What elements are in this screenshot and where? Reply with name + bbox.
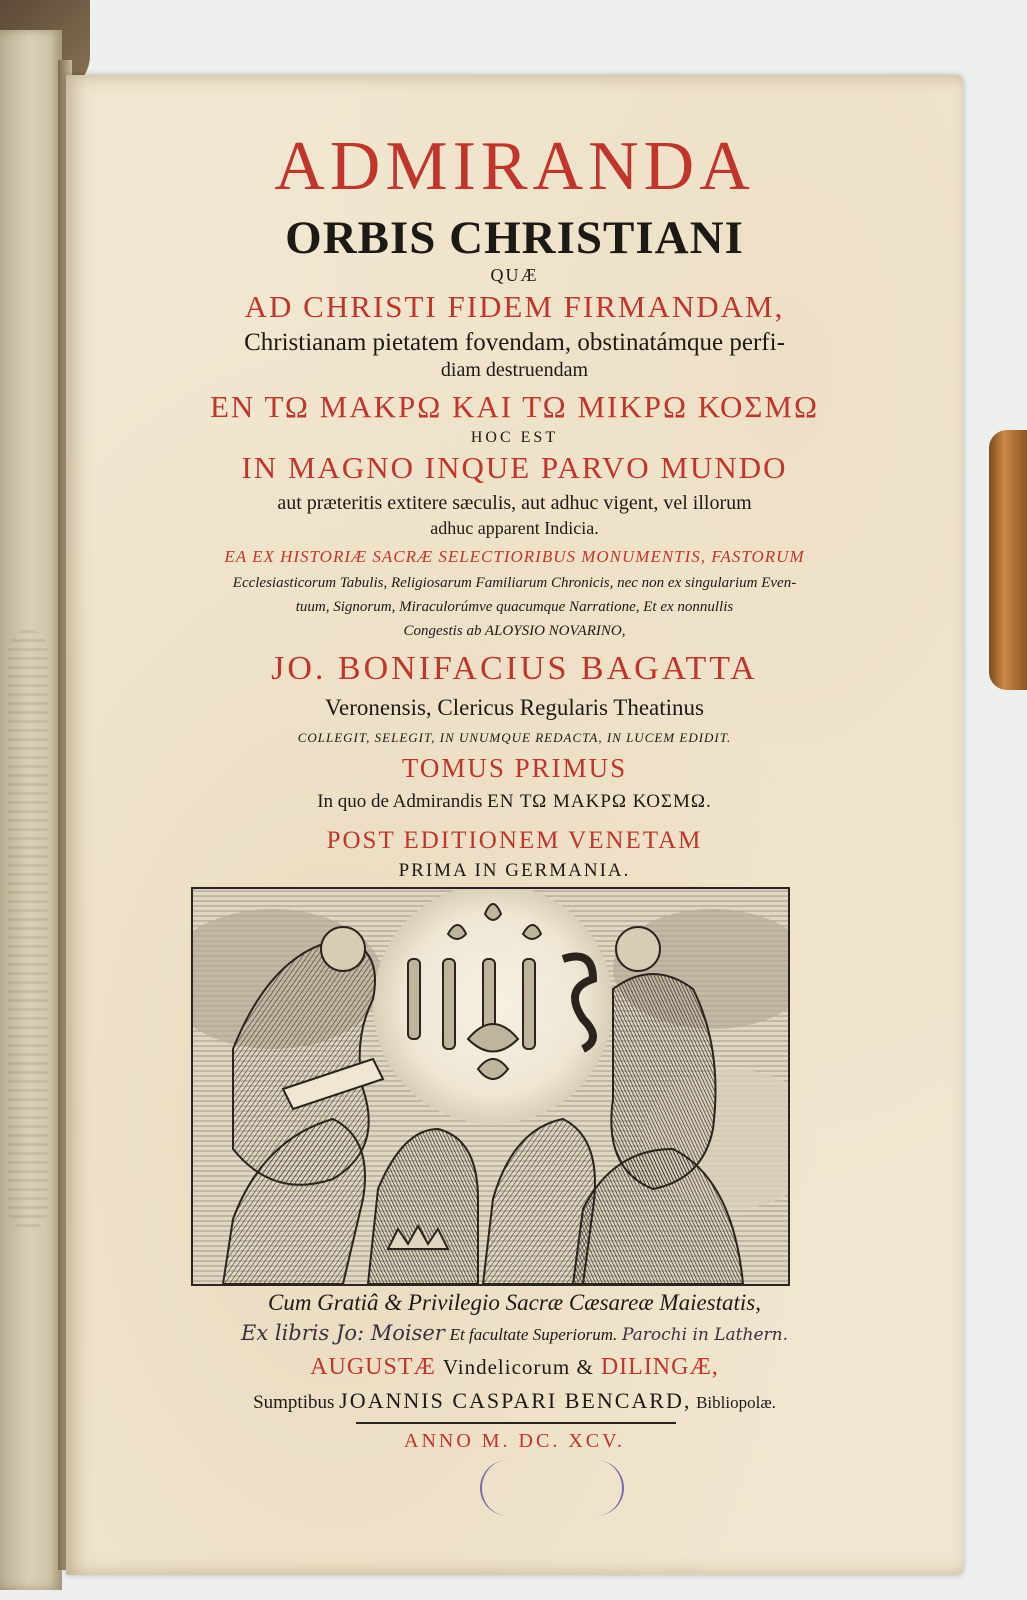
author-name: JO. BONIFACIUS BAGATTA xyxy=(271,650,758,687)
ex-libris-line xyxy=(66,1321,963,1346)
bibliopolae: Bibliopolæ. xyxy=(696,1393,776,1412)
title-quae: QUÆ xyxy=(490,265,539,285)
title-in-quo xyxy=(66,791,963,813)
ex-libris-handwritten: Ex libris Jo: Moiser xyxy=(241,1321,445,1345)
augustae: AUGUSTÆ xyxy=(310,1354,436,1380)
leather-bookmark xyxy=(989,430,1027,690)
post-editionem: POST EDITIONEM VENETAM xyxy=(326,827,703,854)
title-congestis: Congestis ab ALOYSIO NOVARINO, xyxy=(403,623,626,639)
facing-page xyxy=(0,30,62,1590)
title-aut-praeteritis: aut præteritis extitere sæculis, aut adhuc vigent, vel illorum xyxy=(277,492,752,514)
privilege-line: Cum Gratiâ & Privilegio Sacræ Cæsareæ Maiestatis, xyxy=(267,1290,762,1315)
tomus-primus: TOMUS PRIMUS xyxy=(401,753,628,783)
title-collegit: COLLEGIT, SELEGIT, IN UNUMQUE REDACTA, IN LUCEM EDIDIT. xyxy=(297,730,732,745)
title-diam: diam destruendam xyxy=(440,359,589,381)
anno-line: ANNO M. DC. XCV. xyxy=(404,1430,625,1452)
title-in-magno: IN MAGNO INQUE PARVO MUNDO xyxy=(241,450,788,485)
dilingae: DILINGÆ, xyxy=(600,1354,719,1380)
title-ecclesiasticorum: Ecclesiasticorum Tabulis, Religiosarum Familiarum Chronicis, nec non ex singularium Even- xyxy=(232,575,797,591)
publisher-line xyxy=(66,1388,963,1414)
in-quo-greek: ΕΝ ΤΩ ΜΑΚΡΩ ΚΟΣΜΩ. xyxy=(487,791,712,812)
frontispiece-engraving xyxy=(191,887,790,1286)
title-ad-christi: AD CHRISTI FIDEM FIRMANDAM, xyxy=(244,289,785,324)
title-ea-ex: EA EX HISTORIÆ SACRÆ SELECTIORIBUS MONUMENTIS, FASTORUM xyxy=(224,547,805,566)
title-greek-1: ΕΝ ΤΩ ΜΑΚΡΩ ΚΑΙ ΤΩ ΜΙΚΡΩ ΚΟΣΜΩ xyxy=(209,389,820,424)
title-adhuc: adhuc apparent Indicia. xyxy=(430,518,599,538)
prima-in-germania: PRIMA IN GERMANIA. xyxy=(398,860,631,881)
handwritten-parochi: Parochi in Lathern. xyxy=(621,1325,788,1345)
in-quo-text: In quo de Admirandis xyxy=(317,791,483,812)
vindelicorum: Vindelicorum & xyxy=(442,1355,594,1379)
title-orbis-christiani: ORBIS CHRISTIANI xyxy=(285,212,744,264)
library-stamp-mark xyxy=(480,1460,624,1516)
place-line xyxy=(66,1354,963,1381)
title-admiranda: ADMIRANDA xyxy=(274,128,755,205)
sumptibus: Sumptibus xyxy=(253,1392,335,1413)
imprint-rule xyxy=(356,1422,676,1424)
title-tuum: tuum, Signorum, Miraculorúmve quacumque Narratione, Et ex nonnullis xyxy=(295,599,734,615)
publisher-name: JOANNIS CASPARI BENCARD, xyxy=(339,1388,692,1413)
facultate-superiorum: Et facultate Superiorum. xyxy=(449,1325,618,1344)
title-christianam: Christianam pietatem fovendam, obstinatámque perfi- xyxy=(244,329,785,356)
author-desc: Veronensis, Clericus Regularis Theatinus xyxy=(324,695,704,720)
title-page xyxy=(66,75,963,1575)
title-hoc-est: HOC EST xyxy=(470,429,559,446)
